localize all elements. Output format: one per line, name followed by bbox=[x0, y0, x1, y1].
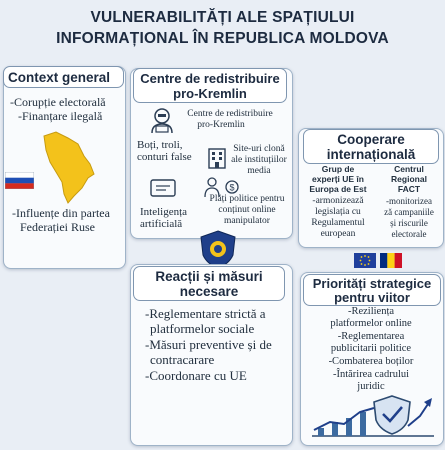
shield-badge-icon bbox=[197, 229, 239, 269]
reactions-header-line2: necesare bbox=[179, 284, 239, 299]
building-icon bbox=[206, 145, 228, 169]
bots-label-line1: Boți, troli, bbox=[137, 139, 183, 151]
eu-group-header-line3: Europa de Est bbox=[309, 184, 367, 194]
priority-item: -Reglementarea bbox=[337, 331, 405, 342]
fact-text: și riscurile bbox=[390, 218, 428, 228]
reactions-header-line1: Reacții și măsuri bbox=[155, 269, 263, 284]
fact-header-line2: Regional bbox=[391, 174, 427, 184]
eu-group-header-line1: Grup de bbox=[321, 164, 355, 174]
reaction-item: contracarare bbox=[150, 352, 215, 367]
priority-item: -Întărirea cadrului bbox=[332, 369, 410, 380]
centers-header bbox=[133, 68, 287, 103]
payments-line2: conținut online bbox=[218, 205, 276, 215]
priority-item: -Combaterea boților bbox=[328, 356, 414, 367]
context-header bbox=[3, 66, 124, 88]
ai-label-line1: Inteligența bbox=[140, 206, 188, 218]
reaction-item: -Reglementare strictă a bbox=[145, 306, 266, 321]
page-title-line1: VULNERABILITĂȚI ALE SPAȚIULUI bbox=[90, 9, 355, 26]
fact-header-line3: FACT bbox=[397, 184, 421, 194]
payments-line1: Plăți politice pentru bbox=[209, 194, 285, 204]
centers-subtitle-line1: Centre de redistribuire bbox=[187, 109, 273, 119]
priority-item: -Reziliența bbox=[347, 306, 395, 317]
reactions-header bbox=[133, 266, 285, 301]
priorities-header-line1: Priorități strategice bbox=[312, 276, 432, 291]
moldova-map-icon bbox=[38, 130, 98, 205]
payments-line3: manipulator bbox=[224, 216, 270, 226]
eu-group-text: Regulamentul bbox=[311, 218, 365, 228]
ai-chip-icon bbox=[148, 177, 178, 199]
fact-text: electorale bbox=[391, 229, 427, 239]
reaction-item: -Coordonare cu UE bbox=[145, 368, 247, 383]
romania-flag-icon bbox=[380, 253, 402, 268]
clone-sites-line3: media bbox=[247, 166, 271, 176]
reaction-item: -Măsuri preventive și de bbox=[145, 337, 272, 352]
ai-label-line2: artificială bbox=[140, 218, 183, 230]
centers-header-line2: pro-Kremlin bbox=[173, 86, 247, 101]
cooperation-header-line2: internațională bbox=[326, 147, 416, 162]
fact-header-line1: Centrul bbox=[394, 164, 424, 174]
context-item: Federației Ruse bbox=[20, 220, 95, 234]
priority-item: platformelor online bbox=[330, 318, 412, 329]
context-item: -Influențe din partea bbox=[12, 206, 110, 220]
fact-text: ză campaniile bbox=[384, 207, 434, 217]
hacker-icon bbox=[148, 106, 176, 134]
fact-text: -monitorizea bbox=[386, 196, 432, 206]
growth-chart-shield-icon bbox=[308, 392, 438, 440]
centers-header-line1: Centre de redistribuire bbox=[140, 71, 280, 86]
eu-group-text: legislația cu bbox=[315, 207, 361, 217]
bots-label-line2: conturi false bbox=[137, 151, 192, 163]
context-item: -Finanțare ilegală bbox=[18, 109, 103, 123]
cooperation-header bbox=[303, 129, 439, 164]
centers-subtitle-line2: pro-Kremlin bbox=[197, 120, 245, 130]
priority-item: publicitarii politice bbox=[330, 343, 412, 354]
priorities-header-line2: pentru viitor bbox=[334, 290, 410, 305]
cooperation-header-line1: Cooperare bbox=[337, 132, 405, 147]
clone-sites-line1: Site-uri clonă bbox=[233, 144, 285, 154]
eu-group-text: european bbox=[320, 229, 356, 239]
page-title-line2: INFORMAȚIONAL ÎN REPUBLICA MOLDOVA bbox=[56, 30, 389, 47]
svg-text:$: $ bbox=[229, 182, 235, 193]
context-header-text: Context general bbox=[8, 70, 111, 85]
eu-group-header-line2: experți UE în bbox=[312, 174, 364, 184]
priorities-header bbox=[303, 274, 441, 306]
eu-flag-icon bbox=[354, 253, 376, 268]
reaction-item: platformelor sociale bbox=[150, 321, 255, 336]
context-item: -Corupție electorală bbox=[10, 95, 106, 109]
eu-group-text: -armonizează bbox=[312, 196, 364, 206]
clone-sites-line2: ale instituțiilor bbox=[231, 155, 287, 165]
russia-flag-icon bbox=[5, 172, 34, 189]
priority-item: juridic bbox=[357, 381, 385, 392]
